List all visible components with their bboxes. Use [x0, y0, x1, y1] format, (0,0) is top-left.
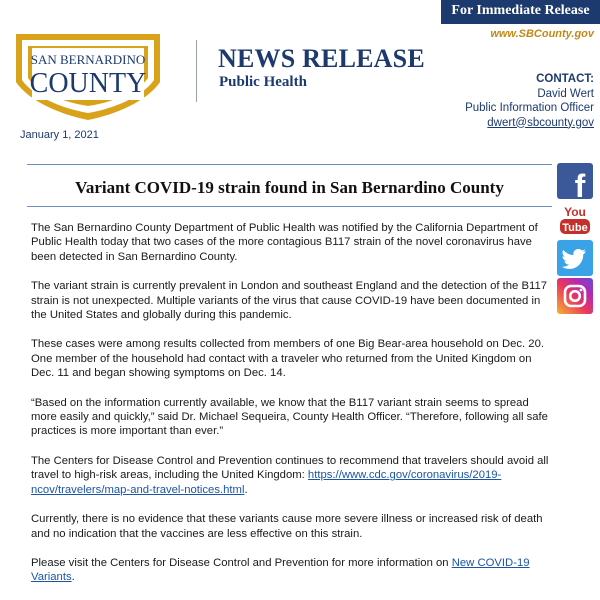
- paragraph-7-text: Please visit the Centers for Disease Control and Prevention for more information on: [31, 556, 452, 569]
- contact-role: Public Information Officer: [465, 102, 594, 114]
- paragraph-3: These cases were among results collected from members of one Big Bear-area household on Dec. 20. One member of the household had contact with a traveler who returned from the United Kingdom on Dec. 11 and began showing symptoms on Dec. 14.: [31, 338, 545, 380]
- paragraph-2: The variant strain is currently prevalent in London and southeast England and the detection of the B117 strain is not unexpected. Multiple variants of the virus that cause COVID-19 have been documented in the United States and globally during this pandemic.: [31, 280, 548, 322]
- headline-rule-top: [27, 164, 552, 165]
- paragraph-6: Currently, there is no evidence that these variants cause more severe illness or increased risk of death and no indication that the vaccines are less effective on this strain.: [31, 513, 543, 540]
- county-logo: [8, 28, 168, 122]
- logo-line1: SAN BERNARDINO: [30, 52, 146, 67]
- youtube-top-text: You: [564, 205, 586, 219]
- header-divider: [196, 40, 197, 102]
- headline: Variant COVID-19 strain found in San Bernardino County: [75, 178, 504, 197]
- contact-label: CONTACT:: [536, 73, 594, 85]
- cdc-travel-link[interactable]: https://www.cdc.gov/coronavirus/2019-ncov/travelers/map-and-travel-notices.html: [31, 469, 502, 496]
- youtube-bottom-text: Tube: [562, 222, 588, 234]
- paragraph-7-end: .: [71, 571, 75, 584]
- contact-block: [465, 72, 594, 130]
- contact-name: David Wert: [537, 87, 594, 100]
- headline-rule-bottom: [27, 206, 552, 207]
- paragraph-5-end: .: [244, 483, 248, 496]
- department-label: Public Health: [219, 74, 307, 90]
- contact-email-link[interactable]: dwert@sbcounty.gov: [487, 116, 594, 129]
- facebook-icon[interactable]: [557, 163, 593, 199]
- facebook-glyph: f: [574, 168, 586, 199]
- news-release-title: NEWS RELEASE: [218, 44, 425, 73]
- website-link[interactable]: www.SBCounty.gov: [490, 28, 594, 40]
- logo-line2: COUNTY: [29, 68, 147, 99]
- youtube-icon[interactable]: [557, 202, 593, 238]
- paragraph-5-text: The Centers for Disease Control and Prevention continues to recommend that travelers should avoid all travel to high-risk areas, including the United Kingdom:: [31, 454, 549, 482]
- paragraph-4: “Based on the information currently available, we know that the B117 variant strain seems to spread more easily and quickly,” said Dr. Michael Sequeira, County Health Officer. “Therefore, following all safe practices is more important than ever.”: [31, 396, 548, 438]
- immediate-release-banner: For Immediate Release: [441, 0, 600, 24]
- twitter-icon[interactable]: [557, 240, 593, 276]
- instagram-icon[interactable]: [557, 278, 593, 314]
- paragraph-1: The San Bernardino County Department of Public Health was notified by the California Department of Public Health today that two cases of the more contagious B117 strain of the novel coronavirus have been detected in San Bernardino County.: [31, 222, 538, 263]
- covid-variants-link[interactable]: New COVID-19 Variants: [31, 556, 530, 584]
- release-date: January 1, 2021: [20, 129, 99, 141]
- paragraph-5: [31, 454, 551, 497]
- paragraph-7: [31, 556, 551, 585]
- article-body: [31, 221, 551, 600]
